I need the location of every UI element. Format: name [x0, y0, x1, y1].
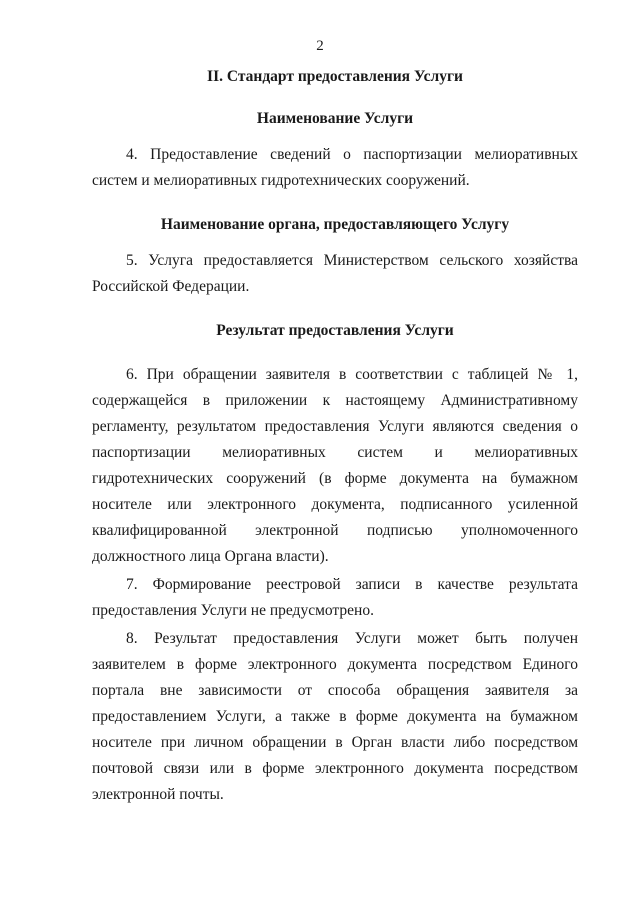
section-title: II. Стандарт предоставления Услуги	[207, 68, 463, 85]
page-number: 2	[316, 38, 324, 54]
subsection-heading-service-name: Наименование Услуги	[256, 110, 414, 127]
paragraph-number: 4.	[126, 146, 138, 163]
paragraph-text: При обращении заявителя в соответствии с таблицей № 1, содержащейся в приложении к настоящему Административному регламенту, результатом предоставления Услуги являются сведения о паспортизации мелиоративных систем и мелиоративных гидротехнических сооружений (в форме документа на бумажном носителе или электронного документа, подписанного усиленной квалифицированной электронной подписью уполномоченного должностного лица Органа власти).	[92, 366, 578, 565]
subsection-heading-result: Результат предоставления Услуги	[216, 322, 454, 339]
paragraph-text: Предоставление сведений о паспортизации мелиоративных систем и мелиоративных гидротехнических сооружений.	[92, 146, 579, 189]
paragraph-number: 8.	[126, 630, 138, 647]
paragraph-text: Услуга предоставляется Министерством сельского хозяйства Российской Федерации.	[92, 252, 578, 295]
paragraph-5	[92, 248, 578, 300]
paragraph-number: 5.	[126, 252, 138, 269]
paragraph-6	[92, 362, 578, 570]
subsection-heading-authority: Наименование органа, предоставляющего Услугу	[160, 216, 510, 233]
document-body	[92, 64, 578, 810]
paragraph-8	[92, 626, 578, 808]
paragraph-7	[92, 572, 578, 624]
paragraph-4	[92, 142, 578, 194]
paragraph-number: 7.	[126, 576, 138, 593]
paragraph-text: Формирование реестровой записи в качестве результата предоставления Услуги не предусмотрено.	[92, 576, 579, 619]
paragraph-text: Результат предоставления Услуги может быть получен заявителем в форме электронного документа посредством Единого портала вне зависимости от способа обращения заявителя за предоставлением Услуги, а также в форме документа на бумажном носителе при личном обращении в Орган власти либо посредством почтовой связи или в форме электронного документа посредством электронной почты.	[92, 630, 579, 803]
paragraph-number: 6.	[126, 366, 138, 383]
